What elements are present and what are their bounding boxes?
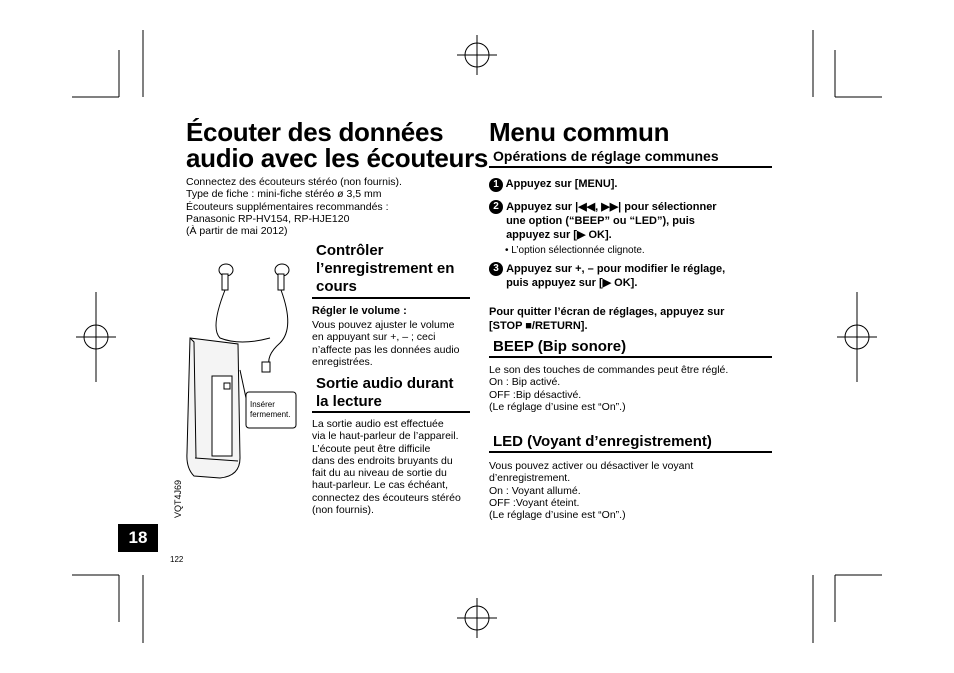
step-3 (489, 262, 725, 290)
text-line: connectez des écouteurs stéréo (312, 491, 461, 504)
doc-code-wrap (172, 477, 184, 521)
led-default-line: (Le réglage d’usine est “On”.) (489, 509, 626, 522)
text-line: Le son des touches de commandes peut être réglé. (489, 364, 729, 376)
led-off-line: OFF :Voyant éteint. (489, 496, 580, 509)
text-line: en appuyant sur +, – ; ceci (312, 331, 436, 344)
section-divider (489, 166, 772, 168)
heading-line: cours (316, 278, 357, 295)
text-line: fait du au niveau de sortie du (312, 467, 447, 480)
section-controler-title (316, 242, 454, 296)
led-on-line: On : Voyant allumé. (489, 484, 581, 497)
right-title: Menu commun (489, 117, 670, 147)
sub-page-number: 122 (170, 555, 184, 564)
led-body (489, 460, 693, 521)
beep-off-line: OFF :Bip désactivé. (489, 388, 582, 401)
section-divider (312, 297, 470, 299)
text-line: via le haut-parleur de l’appareil. (312, 430, 459, 443)
step-line: puis appuyez sur [▶ OK]. (506, 277, 638, 289)
page-number: 18 (118, 524, 158, 552)
beep-body (489, 364, 728, 413)
text-line: Vous pouvez ajuster le volume (312, 319, 455, 331)
step-text (506, 262, 725, 290)
heading-line: Sortie audio durant (316, 375, 454, 392)
beep-on-line: On : Bip activé. (489, 376, 561, 389)
text-line: d’enregistrement. (489, 472, 571, 485)
led-title: LED (Voyant d’enregistrement) (493, 433, 712, 450)
intro-line: Écouteurs supplémentaires recommandés : (186, 200, 389, 213)
volume-text (312, 319, 460, 368)
left-intro (186, 176, 402, 237)
intro-line: Type de fiche : mini-fiche stéréo ø 3,5 mm (186, 188, 382, 201)
text-line: dans des endroits bruyants du (312, 454, 453, 467)
quit-line: Pour quitter l’écran de réglages, appuyez sur (489, 306, 725, 318)
callout-text: Insérer (250, 400, 275, 409)
callout-text: fermement. (250, 410, 291, 419)
text-line: n’affecte pas les données audio (312, 343, 460, 356)
left-title-line1: Écouter des données (186, 117, 444, 147)
section-divider (489, 451, 772, 453)
step-line: une option (“BEEP” ou “LED”), puis (506, 215, 695, 227)
step-text: Appuyez sur [MENU]. (505, 178, 618, 190)
volume-title: Régler le volume : (312, 305, 407, 317)
text-line: L’écoute peut être difficile (312, 442, 431, 455)
step-number: 3 (489, 262, 503, 276)
step-2 (489, 200, 717, 242)
insert-callout (250, 400, 290, 420)
step-text (506, 200, 717, 242)
step-line: Appuyez sur |◀◀, ▶▶| pour sélectionner (506, 201, 717, 213)
text-line: enregistrées. (312, 355, 373, 368)
step-line: Appuyez sur +, – pour modifier le réglage, (506, 263, 726, 275)
left-title-line2: audio avec les écouteurs (186, 143, 489, 173)
section-divider (489, 356, 772, 358)
heading-line: Contrôler (316, 242, 384, 259)
section-divider (312, 411, 470, 413)
ops-title: Opérations de réglage communes (493, 148, 719, 164)
beep-title: BEEP (Bip sonore) (493, 338, 627, 355)
step-number: 2 (489, 200, 503, 214)
text-line: (non fournis). (312, 504, 374, 517)
sortie-text (312, 418, 461, 516)
text-line: haut-parleur. Le cas échéant, (312, 479, 449, 492)
section-sortie-title (316, 375, 454, 411)
heading-line: l’enregistrement en (316, 260, 455, 277)
intro-line: Connectez des écouteurs stéréo (non fournis). (186, 176, 402, 188)
doc-code: VQT4J69 (173, 479, 183, 519)
intro-line: Panasonic RP-HV154, RP-HJE120 (186, 212, 350, 225)
heading-line: la lecture (316, 393, 382, 410)
step-number: 1 (489, 178, 503, 192)
step-1 (489, 177, 618, 192)
quit-instructions (489, 305, 724, 333)
step-line: appuyez sur [▶ OK]. (506, 229, 612, 241)
earphone-recorder-illustration (180, 258, 310, 483)
beep-default-line: (Le réglage d’usine est “On”.) (489, 400, 626, 413)
quit-line: [STOP ■/RETURN]. (489, 320, 588, 332)
intro-line: (À partir de mai 2012) (186, 225, 288, 238)
step-2-note: • L’option sélectionnée clignote. (505, 245, 645, 256)
text-line: Vous pouvez activer ou désactiver le voyant (489, 460, 694, 472)
text-line: La sortie audio est effectuée (312, 418, 444, 430)
